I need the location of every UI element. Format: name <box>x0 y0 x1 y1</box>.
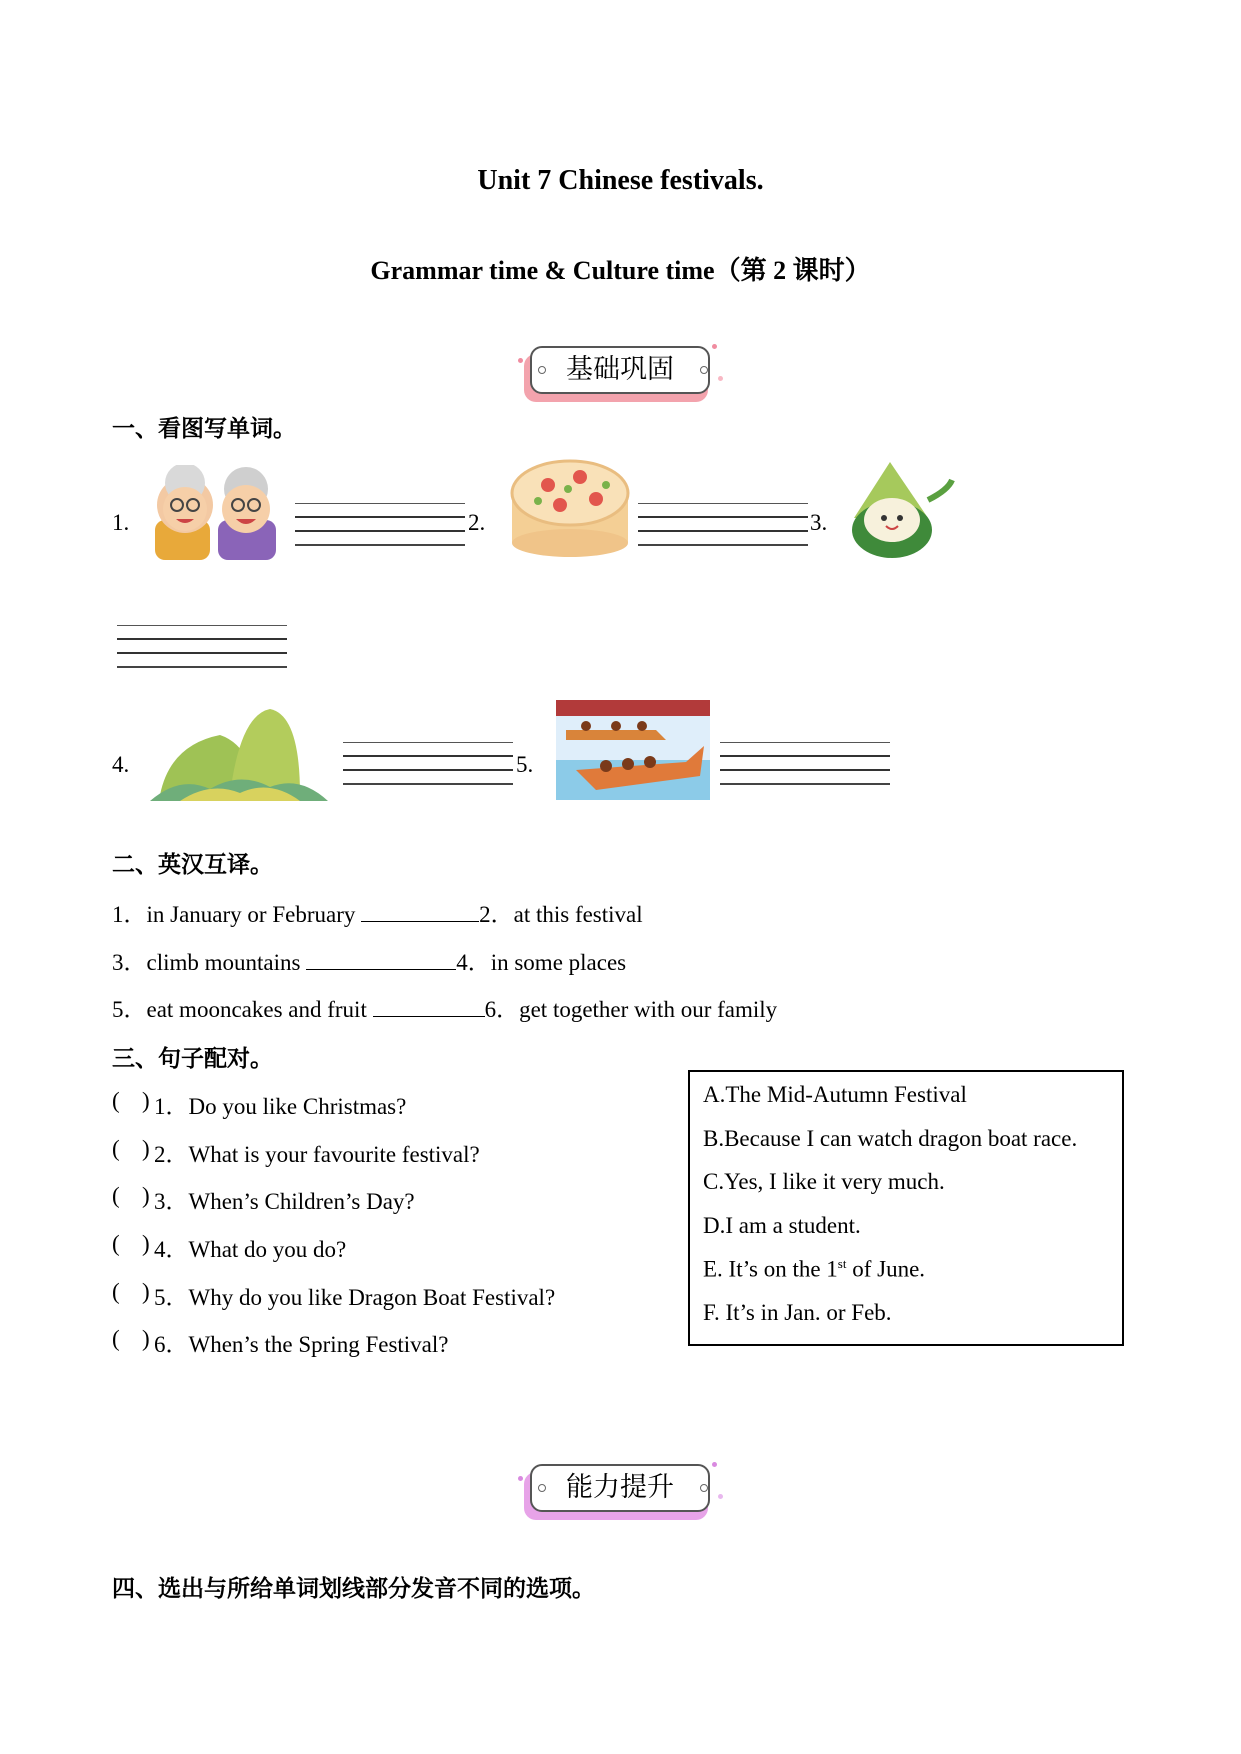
section2-heading: 二、英汉互译。 <box>112 852 273 878</box>
match-question-3: ( ) 3．When’s Children’s Day? <box>112 1183 415 1214</box>
section-banner-basic <box>516 340 726 412</box>
translation-row-2 <box>112 944 626 977</box>
section-banner-advanced <box>516 1458 726 1530</box>
answer-lines-3[interactable] <box>117 625 287 680</box>
page-subtitle: Grammar time & Culture time（第 2 课时） <box>370 256 871 285</box>
item-number-3: 3. <box>810 510 828 535</box>
section1-heading: 一、看图写单词。 <box>112 416 296 442</box>
banner-label: 能力提升 <box>530 1464 710 1512</box>
answer-lines-4[interactable] <box>343 742 513 797</box>
answer-option-c: C.Yes, I like it very much. <box>703 1169 945 1194</box>
match-question-1: ( ) 1．Do you like Christmas? <box>112 1088 407 1119</box>
pizza-mooncake-icon <box>508 455 632 559</box>
zongzi-icon <box>848 460 956 564</box>
translation-item-5: 5．eat mooncakes and fruit <box>112 997 373 1022</box>
translation-item-2: 2．at this festival <box>479 902 643 927</box>
dragon-boat-icon <box>556 700 710 800</box>
translation-row-3 <box>112 991 777 1024</box>
grandparents-icon <box>150 465 280 560</box>
item-number-2: 2. <box>468 510 486 535</box>
page-title: Unit 7 Chinese festivals. <box>477 165 764 196</box>
answer-lines-5[interactable] <box>720 742 890 797</box>
translation-item-1: 1．in January or February <box>112 902 362 927</box>
section4-heading: 四、选出与所给单词划线部分发音不同的选项。 <box>112 1576 595 1602</box>
answer-option-a: A.The Mid-Autumn Festival <box>703 1082 967 1107</box>
answer-option-e: E. It’s on the 1st of June. <box>703 1256 926 1282</box>
match-question-6: ( ) 6．When’s the Spring Festival? <box>112 1326 449 1357</box>
translation-item-4: 4．in some places <box>456 950 627 975</box>
answer-option-b: B.Because I can watch dragon boat race. <box>703 1126 1078 1151</box>
match-question-4: ( ) 4．What do you do? <box>112 1231 347 1262</box>
answer-lines-2[interactable] <box>638 503 808 558</box>
answer-blank-1[interactable] <box>361 901 479 922</box>
match-question-2: ( ) 2．What is your favourite festival? <box>112 1136 480 1167</box>
answer-options-box <box>688 1070 1124 1346</box>
item-number-5: 5. <box>516 752 534 777</box>
translation-item-6: 6．get together with our family <box>484 997 778 1022</box>
match-question-5: ( ) 5．Why do you like Dragon Boat Festival? <box>112 1279 556 1310</box>
answer-blank-3[interactable] <box>306 949 456 970</box>
translation-row-1 <box>112 896 643 929</box>
item-number-4: 4. <box>112 752 130 777</box>
answer-lines-1[interactable] <box>295 503 465 558</box>
answer-option-f: F. It’s in Jan. or Feb. <box>703 1300 892 1325</box>
answer-blank-5[interactable] <box>373 996 485 1017</box>
section3-heading: 三、句子配对。 <box>112 1046 273 1072</box>
mountains-icon <box>150 705 328 801</box>
answer-option-d: D.I am a student. <box>703 1213 861 1238</box>
banner-label: 基础巩固 <box>530 346 710 394</box>
item-number-1: 1. <box>112 510 130 535</box>
translation-item-3: 3．climb mountains <box>112 950 307 975</box>
